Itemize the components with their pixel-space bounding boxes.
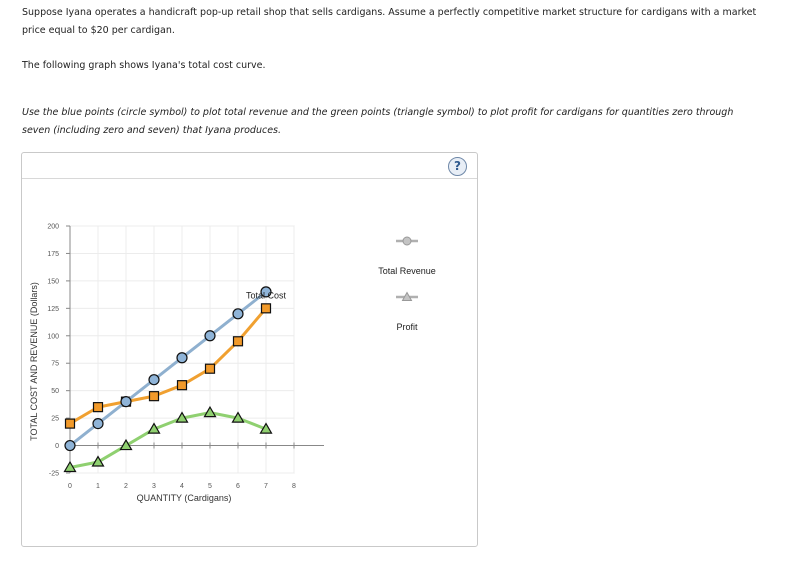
y-tick-label: -25 (48, 470, 59, 478)
y-axis-title: TOTAL COST AND REVENUE (Dollars) (29, 282, 39, 441)
instructions-text: Use the blue points (circle symbol) to plot total revenue and the green points (triangle symbol) to plot profit for cardigans for quantities zero through seven (including zero and seven) that Iyana produces. (22, 107, 734, 136)
total-revenue-point[interactable] (93, 419, 103, 429)
graph-description-text: The following graph shows Iyana's total cost curve. (22, 60, 266, 71)
x-tick-label: 2 (124, 483, 128, 490)
x-tick-label: 6 (236, 483, 240, 490)
x-tick-label: 4 (180, 483, 184, 490)
y-tick-label: 50 (51, 388, 59, 396)
total-revenue-point[interactable] (65, 441, 75, 451)
x-axis-title: QUANTITY (Cardigans) (136, 493, 232, 503)
total-revenue-point[interactable] (121, 397, 131, 407)
x-tick-label: 0 (68, 483, 72, 490)
y-tick-label: 0 (55, 443, 59, 451)
y-tick-label: 125 (47, 305, 59, 313)
total-revenue-point[interactable] (205, 331, 215, 341)
total-cost-label: Total Cost (245, 290, 287, 301)
y-tick-label: 200 (47, 223, 59, 231)
total-revenue-point[interactable] (233, 309, 243, 319)
y-tick-label: 100 (47, 333, 59, 341)
total-cost-point[interactable] (234, 337, 243, 346)
x-tick-label: 1 (96, 483, 100, 490)
total-revenue-point[interactable] (149, 375, 159, 385)
help-button[interactable]: ? (448, 157, 467, 176)
x-tick-label: 5 (208, 483, 212, 490)
intro-text: Suppose Iyana operates a handicraft pop-up retail shop that sells cardigans. Assume a perfectly competitive market structure for cardigans with a market price equal to $20 per cardigan. (22, 7, 757, 36)
total-cost-point[interactable] (66, 419, 75, 428)
x-tick-label: 7 (264, 483, 268, 490)
y-tick-label: 150 (47, 278, 59, 286)
y-tick-label: 75 (51, 360, 59, 368)
x-tick-label: 3 (152, 483, 156, 490)
total-revenue-tool-label: Total Revenue (378, 266, 436, 276)
y-tick-label: 175 (47, 250, 59, 258)
total-cost-point[interactable] (94, 403, 103, 412)
total-cost-point[interactable] (150, 392, 159, 401)
profit-tool-label: Profit (396, 322, 418, 332)
total-revenue-point[interactable] (177, 353, 187, 363)
graph-panel (21, 152, 478, 547)
chart (22, 153, 477, 546)
y-tick-label: 25 (51, 415, 59, 423)
total-revenue-tool-marker[interactable] (403, 237, 411, 245)
total-cost-point[interactable] (262, 304, 271, 313)
x-tick-label: 8 (292, 483, 296, 490)
total-cost-point[interactable] (178, 381, 187, 390)
total-cost-point[interactable] (206, 364, 215, 373)
